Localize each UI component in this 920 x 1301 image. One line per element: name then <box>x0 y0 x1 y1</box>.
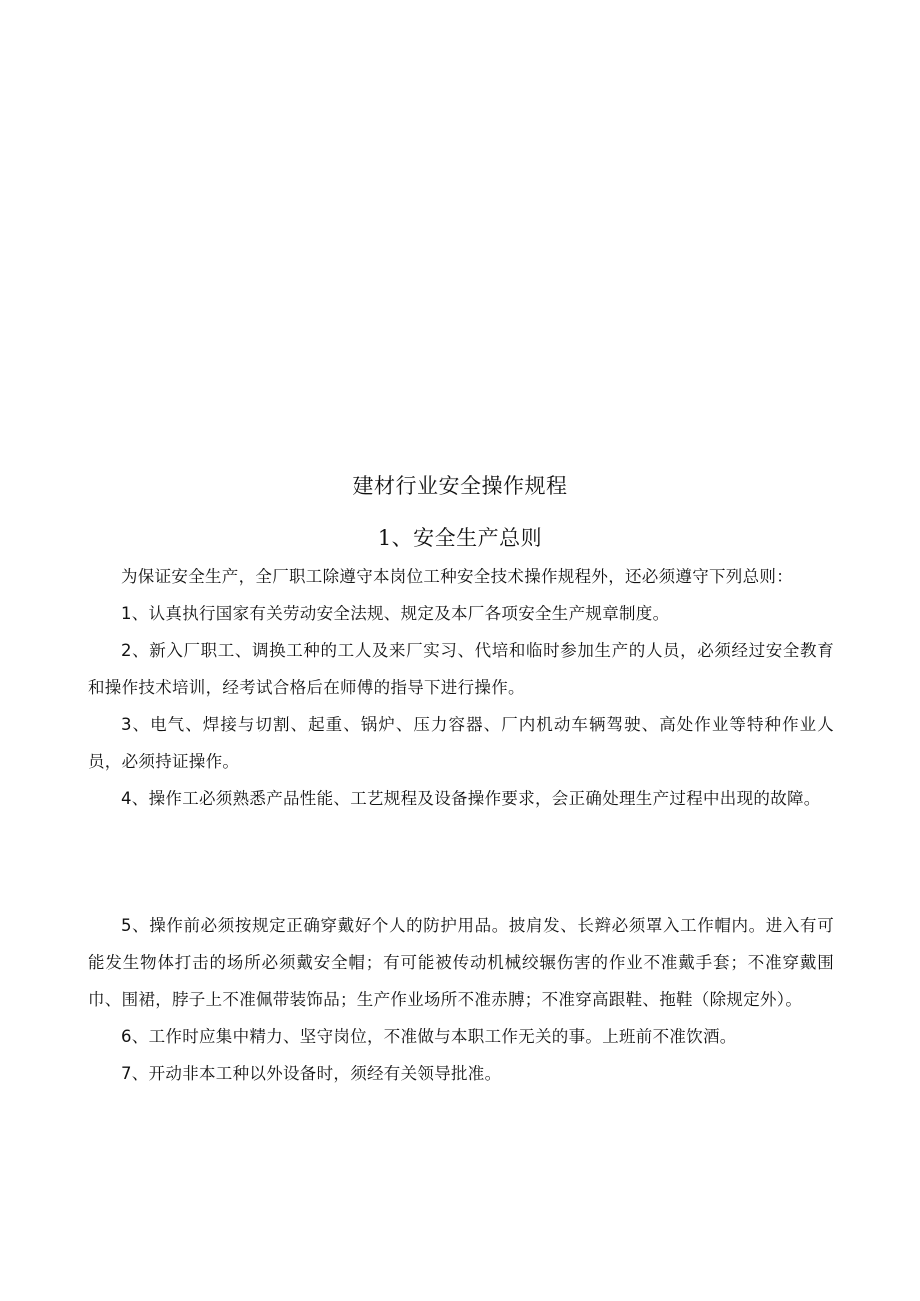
rule-7: 7、开动非本工种以外设备时，须经有关领导批准。 <box>121 1064 502 1083</box>
rule-1: 1、认真执行国家有关劳动安全法规、规定及本厂各项安全生产规章制度。 <box>121 604 670 623</box>
section-title: 1、安全生产总则 <box>377 526 543 550</box>
rules-block-1 <box>88 558 834 817</box>
intro-paragraph: 为保证安全生产，全厂职工除遵守本岗位工种安全技术操作规程外，还必须遵守下列总则： <box>121 567 793 586</box>
rule-5: 5、操作前必须按规定正确穿戴好个人的防护用品。披肩发、长辫必须罩入工作帽内。进入有可能发生物体打击的场所必须戴安全帽；有可能被传动机械绞辗伤害的作业不准戴手套；不准穿戴围巾、围裙，脖子上不准佩带装饰品；生产作业场所不准赤膊；不准穿高跟鞋、拖鞋（除规定外）。 <box>88 916 834 1009</box>
rule-6: 6、工作时应集中精力、坚守岗位，不准做与本职工作无关的事。上班前不准饮酒。 <box>121 1027 737 1046</box>
rule-3: 3、电气、焊接与切割、起重、锅炉、压力容器、厂内机动车辆驾驶、高处作业等特种作业人员，必须持证操作。 <box>88 715 834 771</box>
rule-4: 4、操作工必须熟悉产品性能、工艺规程及设备操作要求，会正确处理生产过程中出现的故障。 <box>121 789 821 808</box>
rule-2: 2、新入厂职工、调换工种的工人及来厂实习、代培和临时参加生产的人员，必须经过安全教育和操作技术培训，经考试合格后在师傅的指导下进行操作。 <box>88 641 834 697</box>
rules-block-2 <box>88 907 834 1092</box>
document-title: 建材行业安全操作规程 <box>352 474 568 498</box>
